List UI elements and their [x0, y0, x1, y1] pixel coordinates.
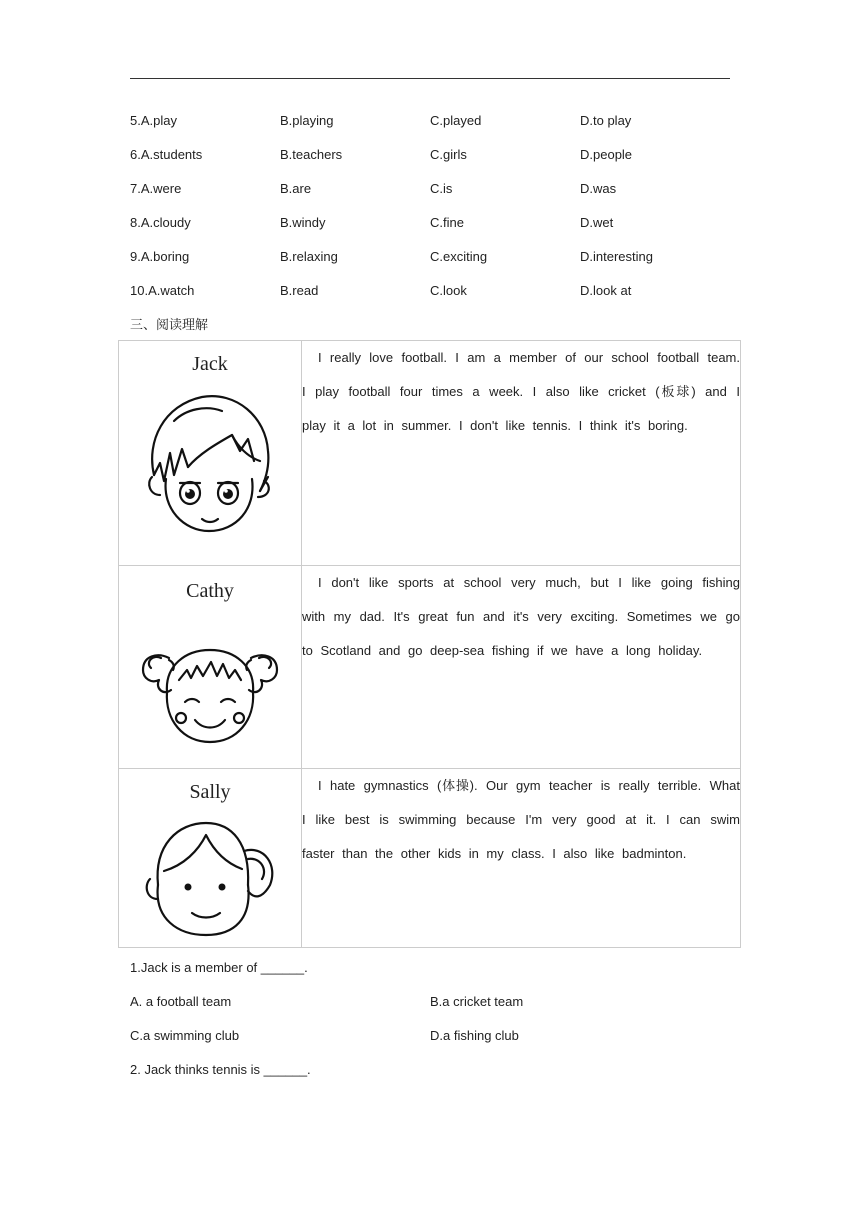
- option-c: C.played: [430, 113, 482, 128]
- portrait-name: Cathy: [186, 580, 234, 602]
- jack-portrait: [119, 341, 301, 565]
- reading-table: [118, 340, 741, 948]
- option-row-6: [130, 147, 730, 167]
- reading-row-sally: [119, 769, 741, 948]
- option-d: D.look at: [580, 283, 632, 298]
- cathy-portrait: [119, 566, 301, 768]
- reading-row-jack: [119, 341, 741, 566]
- option-row-7: [130, 181, 730, 201]
- header-rule: [130, 78, 730, 79]
- option-c: C.fine: [430, 215, 464, 230]
- option-row-8: [130, 215, 730, 235]
- cathy-paragraph: I don't like sports at school very much, but I like going fishing with my dad. It's great fun and it's very exciting. Sometimes we go to Scotland and go deep-sea fishing if we have a long holiday.: [302, 575, 740, 658]
- sally-portrait: [119, 769, 301, 947]
- reading-row-cathy: [119, 566, 741, 769]
- option-c: C.is: [430, 181, 453, 196]
- option-d: D.was: [580, 181, 617, 196]
- option-d: D.wet: [580, 215, 614, 230]
- option-row-5: [130, 113, 730, 133]
- q1-option-d: D.a fishing club: [430, 1028, 519, 1043]
- option-b: B.relaxing: [280, 249, 338, 264]
- option-d: D.to play: [580, 113, 632, 128]
- section-title: 三、阅读理解: [130, 317, 209, 332]
- option-row-9: [130, 249, 730, 269]
- option-d: D.people: [580, 147, 633, 162]
- sally-face-icon: [144, 815, 278, 941]
- portrait-name: Jack: [192, 353, 228, 375]
- sally-paragraph: I hate gymnastics (体操). Our gym teacher is really terrible. What I like best is swimming because I'm very good at it. I can swim faster than the other kids in my class. I also like badminton.: [302, 778, 740, 861]
- option-b: B.windy: [280, 215, 326, 230]
- jack-paragraph: I really love football. I am a member of our school football team. I play football four times a week. I also like cricket (板球) and I play it a lot in summer. I don't like tennis. I think it's boring.: [302, 350, 740, 433]
- option-c: C.look: [430, 283, 467, 298]
- portrait-name: Sally: [189, 781, 231, 803]
- option-a: 5.A.play: [130, 113, 177, 128]
- option-b: B.read: [280, 283, 319, 298]
- option-d: D.interesting: [580, 249, 653, 264]
- q1-option-a: A. a football team: [130, 994, 232, 1009]
- option-a: 9.A.boring: [130, 249, 190, 264]
- q1-option-c: C.a swimming club: [130, 1028, 240, 1043]
- cathy-face-icon: [139, 618, 281, 748]
- option-b: B.playing: [280, 113, 334, 128]
- q1-option-b: B.a cricket team: [430, 994, 524, 1009]
- option-a: 8.A.cloudy: [130, 215, 191, 230]
- option-c: C.girls: [430, 147, 467, 162]
- option-a: 7.A.were: [130, 181, 182, 196]
- option-a: 6.A.students: [130, 147, 203, 162]
- question-1: 1.Jack is a member of ______.: [130, 960, 308, 975]
- option-c: C.exciting: [430, 249, 488, 264]
- question-2: 2. Jack thinks tennis is ______.: [130, 1062, 311, 1077]
- option-b: B.are: [280, 181, 312, 196]
- option-a: 10.A.watch: [130, 283, 195, 298]
- option-b: B.teachers: [280, 147, 343, 162]
- option-row-10: [130, 283, 730, 303]
- jack-face-icon: [144, 391, 274, 541]
